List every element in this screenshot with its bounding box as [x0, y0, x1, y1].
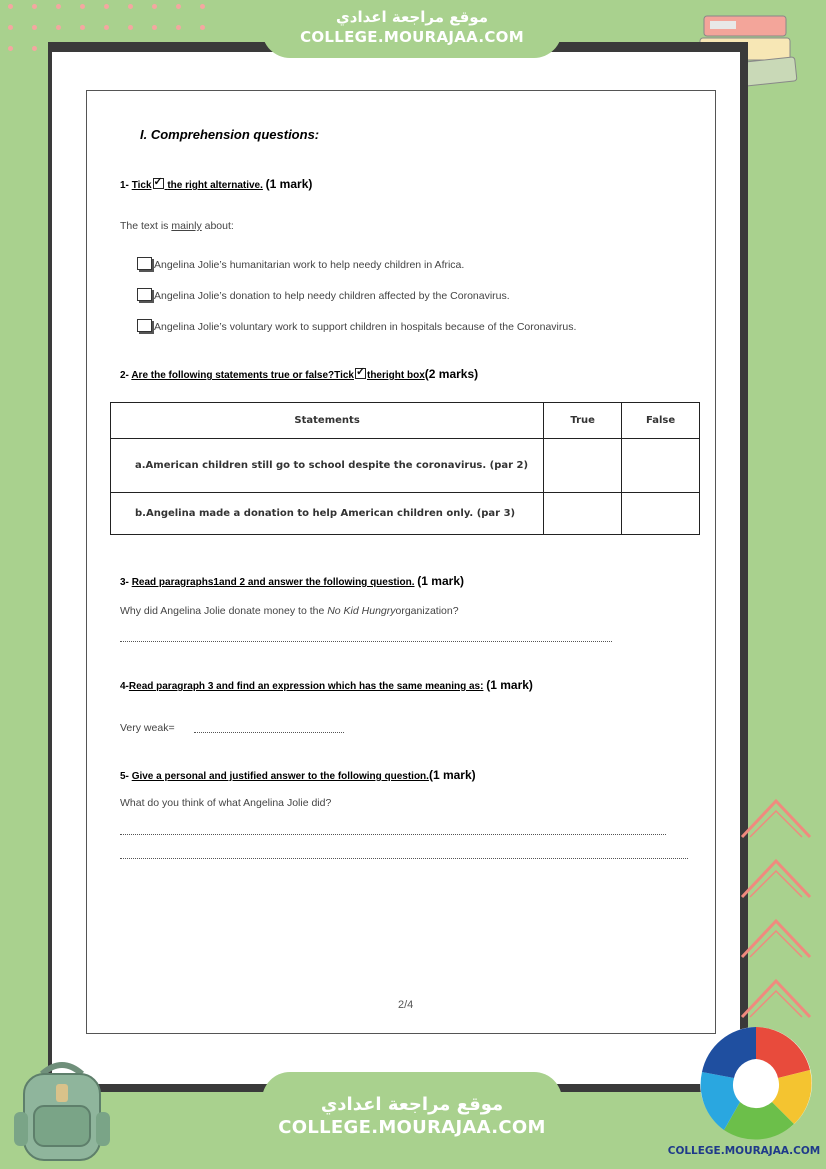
- page-number: 2/4: [398, 999, 414, 1011]
- section-title: I. Comprehension questions:: [140, 127, 320, 142]
- banner-arabic: موقع مراجعة اعدادي: [320, 1094, 504, 1115]
- decorative-dot: [80, 25, 85, 30]
- table-row: [111, 439, 700, 493]
- decorative-dot: [200, 25, 205, 30]
- logo-wheel-icon: [694, 1022, 818, 1144]
- checkbox-icon[interactable]: [137, 288, 152, 301]
- bottom-banner: [262, 1072, 562, 1169]
- q5-question: What do you think of what Angelina Jolie did?: [120, 797, 332, 809]
- chevron-up-icon: [740, 855, 812, 899]
- decorative-dot: [8, 46, 13, 51]
- q1-stem: The text is mainly about:: [120, 220, 234, 232]
- q1-heading: 1- Tick✓ the right alternative. (1 mark): [120, 177, 312, 191]
- header-false: False: [622, 403, 700, 439]
- answer-line[interactable]: [120, 858, 688, 859]
- decorative-dot: [152, 4, 157, 9]
- decorative-dot: [176, 25, 181, 30]
- header-true: True: [544, 403, 622, 439]
- q2-heading: 2- Are the following statements true or false?Tick✓ theright box(2 marks): [120, 367, 478, 381]
- checkbox-tick-icon: [355, 368, 366, 379]
- false-cell[interactable]: [622, 439, 700, 493]
- q3-heading: 3- Read paragraphs1and 2 and answer the following question. (1 mark): [120, 574, 464, 588]
- q1-option-2[interactable]: Angelina Jolie’s donation to help needy children affected by the Coronavirus.: [137, 288, 510, 302]
- statement-a: a.American children still go to school despite the coronavirus. (par 2): [111, 439, 544, 493]
- checkbox-tick-icon: [153, 178, 164, 189]
- decorative-dot: [104, 4, 109, 9]
- decorative-dot: [104, 25, 109, 30]
- decorative-dot: [152, 25, 157, 30]
- answer-line[interactable]: [120, 641, 612, 642]
- decorative-dot: [8, 4, 13, 9]
- backpack-icon: [12, 1056, 112, 1164]
- statements-table: [110, 402, 700, 535]
- banner-url[interactable]: COLLEGE.MOURAJAA.COM: [278, 1117, 546, 1138]
- decorative-dot: [80, 4, 85, 9]
- decorative-dot: [176, 4, 181, 9]
- chevron-up-icon: [740, 915, 812, 959]
- decorative-dot: [128, 25, 133, 30]
- q1-option-1[interactable]: Angelina Jolie’s humanitarian work to help needy children in Africa.: [137, 257, 464, 271]
- table-header-row: [111, 403, 700, 439]
- q3-question: Why did Angelina Jolie donate money to the No Kid Hungryorganization?: [120, 605, 459, 617]
- true-cell[interactable]: [544, 439, 622, 493]
- checkbox-icon[interactable]: [137, 319, 152, 332]
- decorative-dot: [200, 4, 205, 9]
- header-statements: Statements: [111, 403, 544, 439]
- banner-url[interactable]: COLLEGE.MOURAJAA.COM: [300, 28, 524, 46]
- top-banner: [262, 0, 562, 58]
- answer-line[interactable]: [194, 732, 344, 733]
- decorative-dot: [56, 4, 61, 9]
- decorative-dot: [32, 25, 37, 30]
- banner-arabic: موقع مراجعة اعدادي: [336, 8, 488, 26]
- false-cell[interactable]: [622, 493, 700, 535]
- answer-line[interactable]: [120, 834, 666, 835]
- statement-b: b.Angelina made a donation to help American children only. (par 3): [111, 493, 544, 535]
- table-row: [111, 493, 700, 535]
- q1-option-3[interactable]: Angelina Jolie’s voluntary work to support children in hospitals because of the Coronavirus.: [137, 319, 576, 333]
- checkbox-icon[interactable]: [137, 257, 152, 270]
- decorative-dot: [128, 4, 133, 9]
- q4-heading: 4-Read paragraph 3 and find an expression which has the same meaning as: (1 mark): [120, 678, 533, 692]
- decorative-dot: [32, 46, 37, 51]
- decorative-dot: [8, 25, 13, 30]
- true-cell[interactable]: [544, 493, 622, 535]
- decorative-dot: [56, 25, 61, 30]
- q4-prompt: Very weak=: [120, 722, 175, 734]
- chevron-up-icon: [740, 975, 812, 1019]
- decorative-dot: [32, 4, 37, 9]
- q5-heading: 5- Give a personal and justified answer to the following question.(1 mark): [120, 768, 476, 782]
- chevron-up-icon: [740, 795, 812, 839]
- logo-url[interactable]: COLLEGE.MOURAJAA.COM: [667, 1145, 821, 1157]
